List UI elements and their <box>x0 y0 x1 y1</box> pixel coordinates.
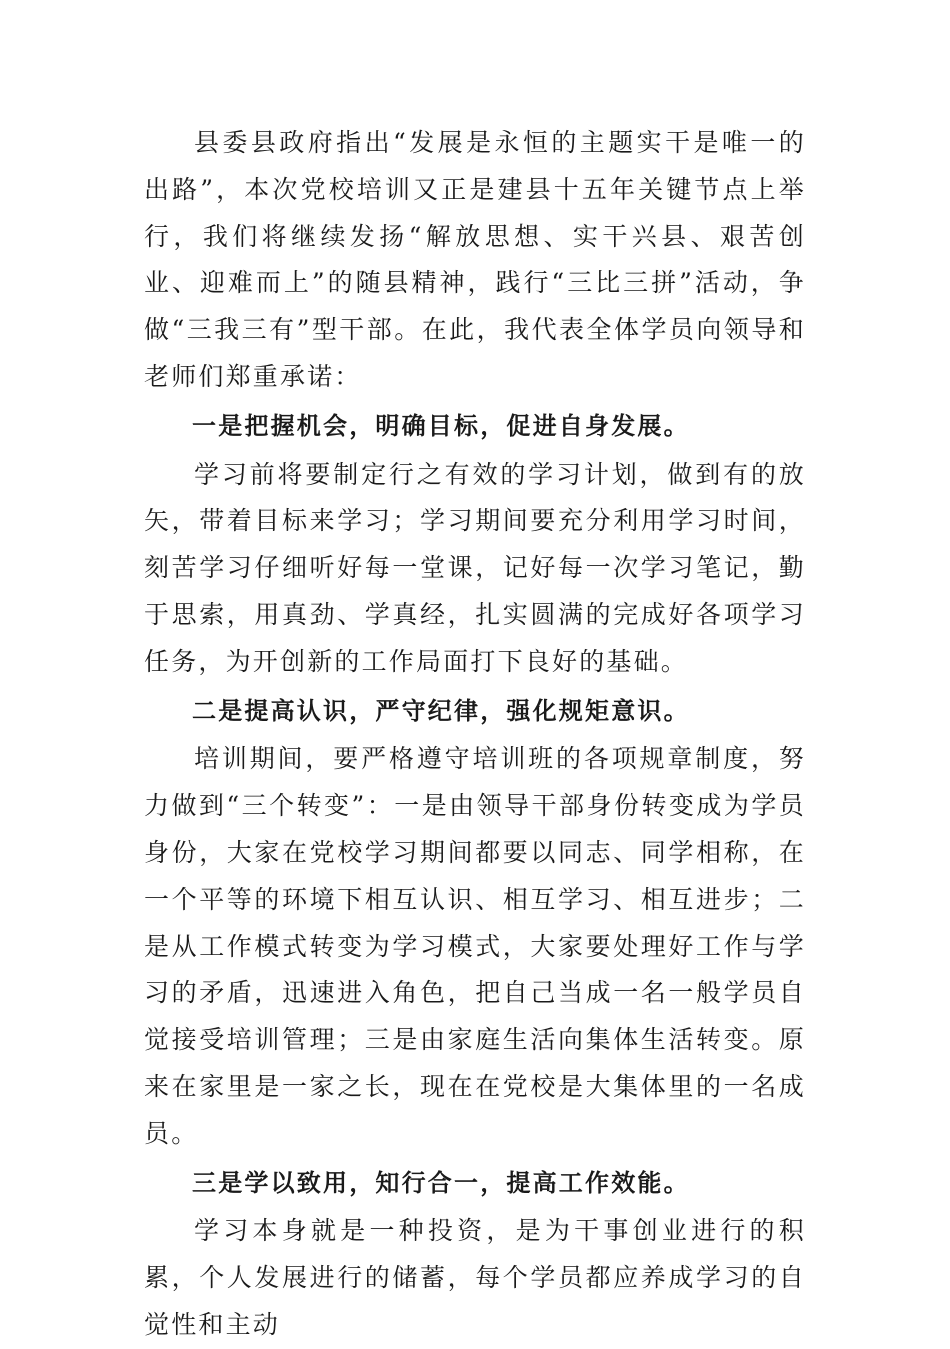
section-heading-1: 一是把握机会，明确目标，促进自身发展。 <box>192 411 690 440</box>
section-2-paragraph: 培训期间，要严格遵守培训班的各项规章制度，努力做到“三个转变”：一是由领导干部身份转变成为学员身份，大家在党校学习期间都要以同志、同学相称，在一个平等的环境下相互认识、相互学习、相互进步；二是从工作模式转变为学习模式，大家要处理好工作与学习的矛盾，迅速进入角色，把自己当成一名一般学员自觉接受培训管理；三是由家庭生活向集体生活转变。原来在家里是一家之长，现在在党校是大集体里的一名成员。 <box>144 744 806 1148</box>
intro-paragraph: 县委县政府指出“发展是永恒的主题实干是唯一的出路”，本次党校培训又正是建县十五年关键节点上举行，我们将继续发扬“解放思想、实干兴县、艰苦创业、迎难而上”的随县精神，践行“三比三拼”活动，争做“三我三有”型干部。在此，我代表全体学员向领导和老师们郑重承诺： <box>144 128 806 391</box>
section-1-paragraph: 学习前将要制定行之有效的学习计划，做到有的放矢，带着目标来学习；学习期间要充分利用学习时间，刻苦学习仔细听好每一堂课，记好每一次学习笔记，勤于思索，用真劲、学真经，扎实圆满的完成好各项学习任务，为开创新的工作局面打下良好的基础。 <box>144 459 806 676</box>
section-heading-2: 二是提高认识，严守纪律，强化规矩意识。 <box>192 696 690 725</box>
document-body <box>144 120 806 1349</box>
section-heading-3: 三是学以致用，知行合一，提高工作效能。 <box>192 1168 690 1197</box>
section-3-paragraph: 学习本身就是一种投资，是为干事创业进行的积累，个人发展进行的储蓄，每个学员都应养成学习的自觉性和主动 <box>144 1216 806 1339</box>
